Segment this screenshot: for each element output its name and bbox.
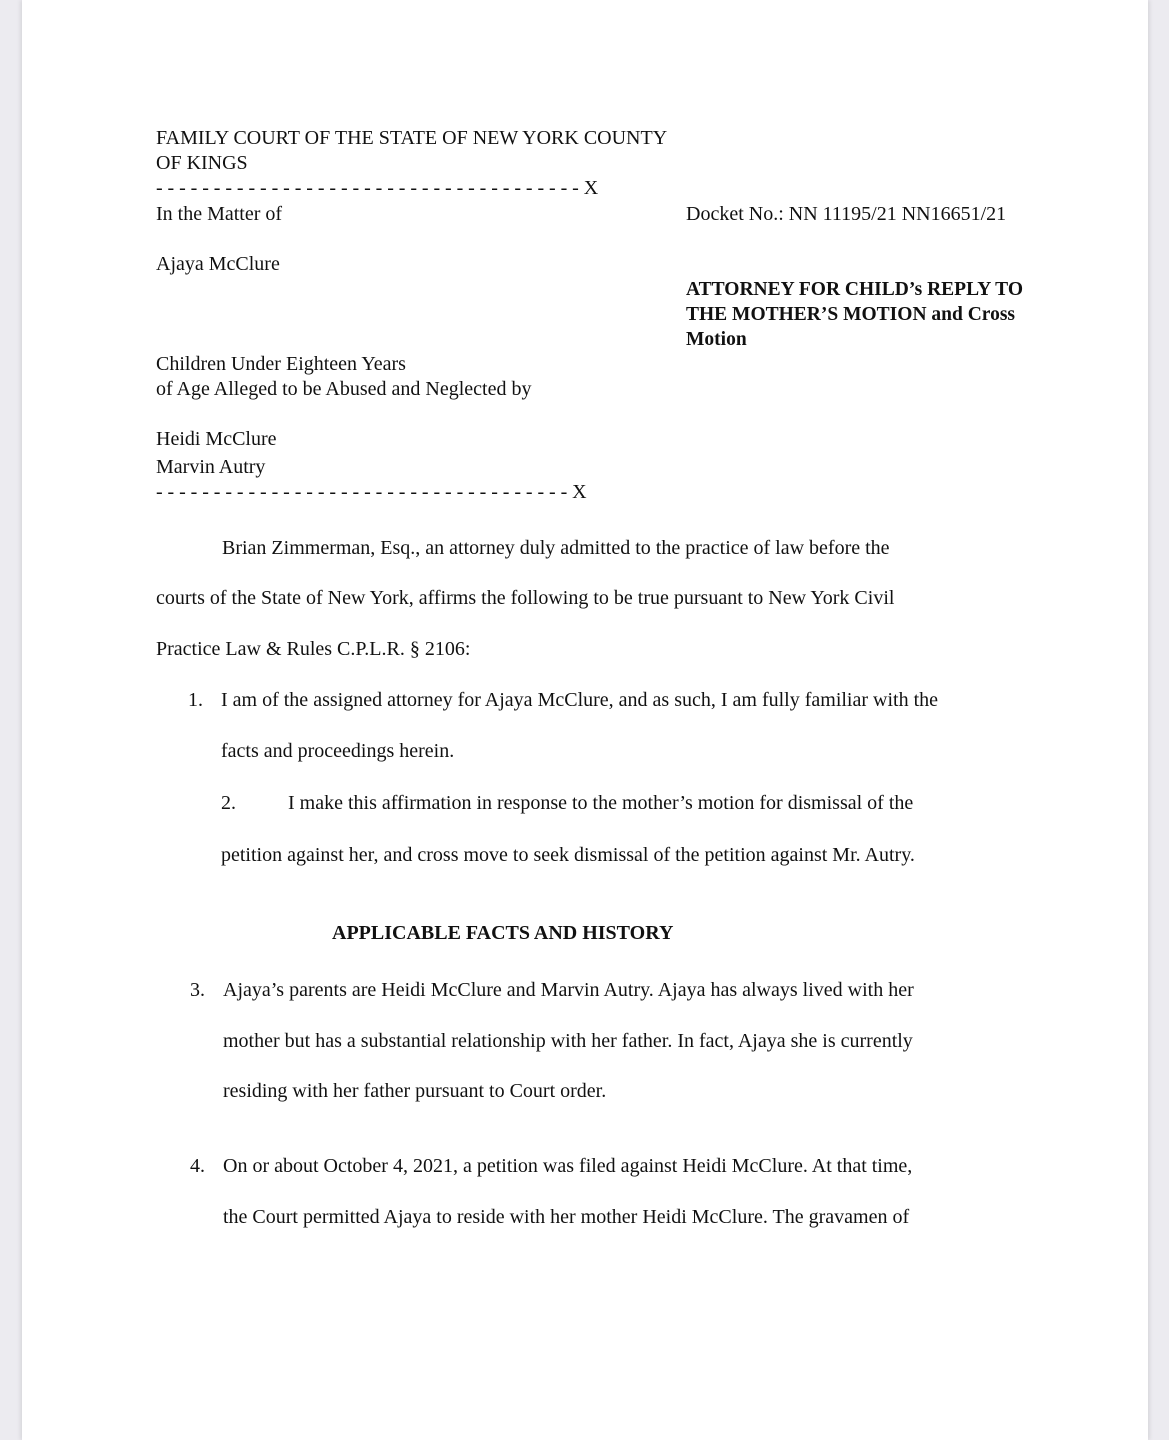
children-description-line2: of Age Alleged to be Abused and Neglected by xyxy=(156,378,532,400)
paragraph-number: 2. xyxy=(221,792,236,814)
separator-x: X xyxy=(572,481,587,503)
docket-number: Docket No.: NN 11195/21 NN16651/21 xyxy=(686,203,1007,225)
paragraph-line: Ajaya’s parents are Heidi McClure and Marvin Autry. Ajaya has always lived with her xyxy=(223,979,914,1001)
in-the-matter-label: In the Matter of xyxy=(156,203,283,225)
document-title-line3: Motion xyxy=(686,329,747,350)
paragraph-line: I make this affirmation in response to the mother’s motion for dismissal of the xyxy=(288,792,914,814)
paragraph-line: mother but has a substantial relationship with her father. In fact, Ajaya she is currently xyxy=(223,1030,913,1052)
section-heading: APPLICABLE FACTS AND HISTORY xyxy=(332,922,674,944)
respondent-mother: Heidi McClure xyxy=(156,428,277,450)
paragraph-line: the Court permitted Ajaya to reside with her mother Heidi McClure. The gravamen of xyxy=(223,1206,910,1228)
separator-dashes: ------------------------------------ xyxy=(156,481,573,503)
intro-line: courts of the State of New York, affirms the following to be true pursuant to New York Civil xyxy=(156,587,895,609)
paragraph-number: 4. xyxy=(190,1155,205,1177)
caption-separator-bottom xyxy=(156,480,587,504)
paragraph-number: 1. xyxy=(188,689,203,711)
separator-x: X xyxy=(583,177,599,199)
court-name-line1: FAMILY COURT OF THE STATE OF NEW YORK COUNTY xyxy=(156,127,668,149)
paragraph-line: petition against her, and cross move to seek dismissal of the petition against Mr. Autry. xyxy=(221,844,915,866)
child-name: Ajaya McClure xyxy=(156,253,280,275)
document-title-line2: THE MOTHER’S MOTION and Cross xyxy=(686,304,1016,325)
paragraph-line: I am of the assigned attorney for Ajaya McClure, and as such, I am fully familiar with the xyxy=(221,689,939,711)
intro-line: Practice Law & Rules C.P.L.R. § 2106: xyxy=(156,638,471,660)
paragraph-number: 3. xyxy=(190,979,205,1001)
respondent-father: Marvin Autry xyxy=(156,456,266,478)
paragraph-line: On or about October 4, 2021, a petition was filed against Heidi McClure. At that time, xyxy=(223,1155,913,1177)
children-description-line1: Children Under Eighteen Years xyxy=(156,353,406,375)
document-title-line1: ATTORNEY FOR CHILD’s REPLY TO xyxy=(686,279,1023,300)
intro-line: Brian Zimmerman, Esq., an attorney duly admitted to the practice of law before the xyxy=(222,537,890,559)
paragraph-line: residing with her father pursuant to Court order. xyxy=(223,1080,607,1102)
court-name-line2: OF KINGS xyxy=(156,152,248,174)
paragraph-line: facts and proceedings herein. xyxy=(221,740,455,762)
caption-separator-top xyxy=(156,176,598,200)
separator-dashes: ------------------------------------- xyxy=(156,177,584,199)
